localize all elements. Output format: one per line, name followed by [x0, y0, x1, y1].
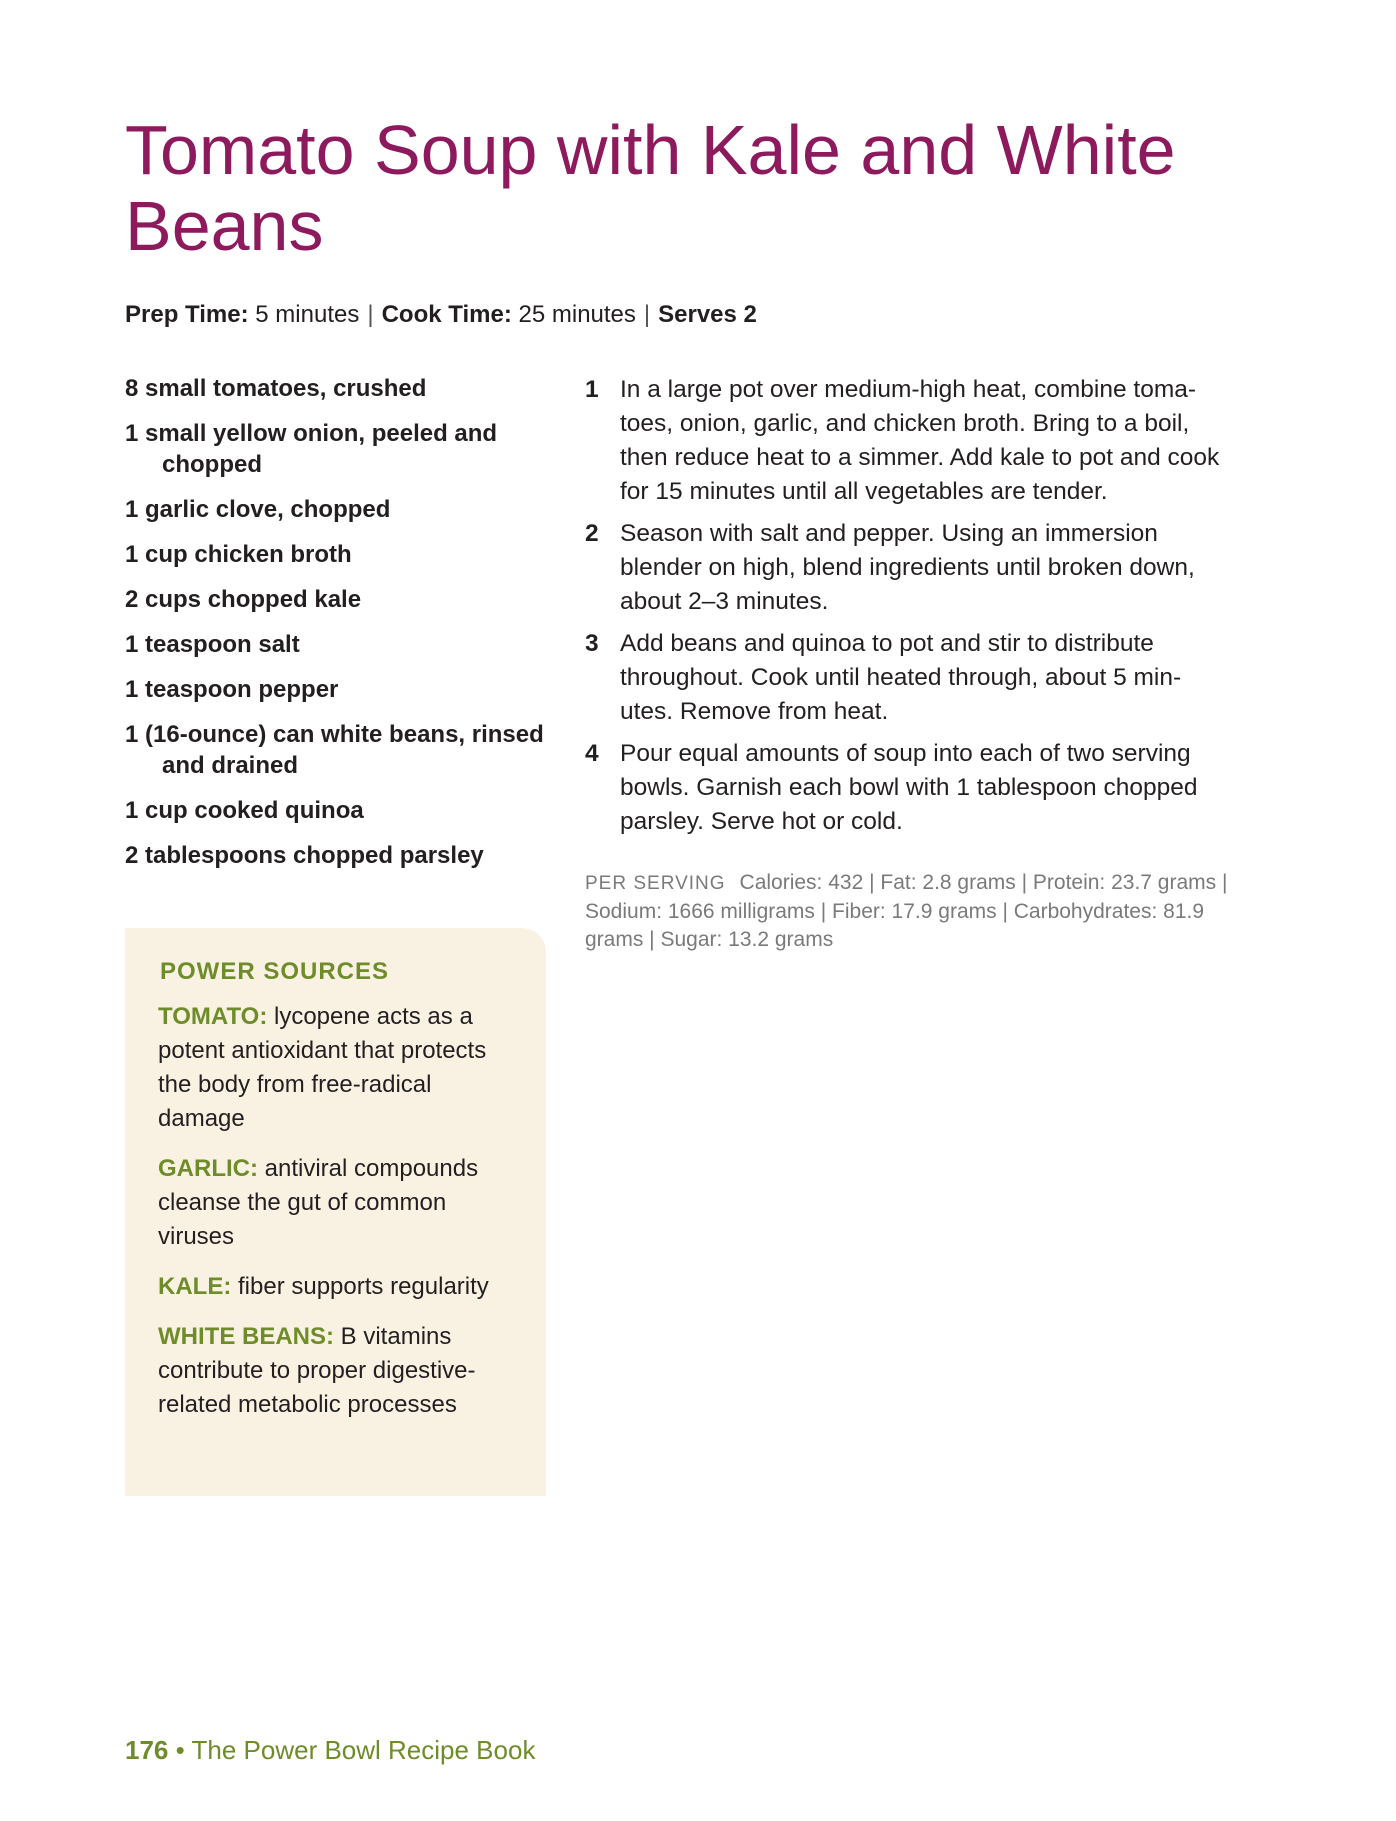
power-source-text: antiviral compounds cleanse the gut of common viruses	[158, 1155, 479, 1250]
power-source-item	[158, 1320, 514, 1422]
nutrition-facts: Calories: 432 | Fat: 2.8 grams | Protein: 23.7 grams | Sodium: 1666 milligrams | Fiber: 17.9 grams | Carbohydrates: 81.9 grams | Sugar: 13.2 grams	[585, 871, 1228, 951]
power-source-name: WHITE BEANS:	[158, 1323, 334, 1350]
power-source-item	[158, 1000, 514, 1136]
ingredient-item: 2 cups chopped kale	[125, 586, 362, 613]
instruction-step	[585, 373, 1235, 509]
ingredient-item: 1 teaspoon salt	[125, 631, 300, 658]
ingredient-item: 1 cup chicken broth	[125, 541, 352, 568]
instruction-list	[585, 373, 1235, 847]
nutrition-info	[585, 869, 1235, 954]
page-number: 176	[125, 1735, 169, 1765]
power-source-text: lycopene acts as a potent antioxidant that protects the body from free-radical damage	[158, 1003, 487, 1132]
ingredient-item: 1 cup cooked quinoa	[125, 797, 364, 824]
power-sources-box	[125, 928, 546, 1496]
book-title: The Power Bowl Recipe Book	[191, 1735, 536, 1765]
footer-bullet: •	[175, 1735, 185, 1765]
step-number: 1	[585, 376, 599, 403]
serves: Serves 2	[658, 301, 757, 328]
page-footer	[125, 1735, 535, 1766]
prep-time-label: Prep Time:	[125, 301, 249, 328]
power-source-name: TOMATO:	[158, 1003, 268, 1030]
step-text: Season with salt and pepper. Using an immersion blender on high, blend ingredients until broken down, about 2–3 minutes.	[620, 520, 1195, 615]
ingredient-item: 8 small tomatoes, crushed	[125, 375, 427, 402]
meta-separator: |	[643, 301, 651, 328]
ingredient-item: 1 teaspoon pepper	[125, 676, 339, 703]
step-number: 2	[585, 520, 599, 547]
power-source-text: B vitamins contribute to proper digestive-related metabolic processes	[158, 1323, 476, 1418]
power-source-name: GARLIC:	[158, 1155, 258, 1182]
ingredient-item: 1 (16-ounce) can white beans, rinsed and drained	[125, 721, 544, 779]
per-serving-label: PER SERVING	[585, 873, 726, 894]
power-source-item	[158, 1152, 514, 1254]
meta-separator: |	[367, 301, 374, 328]
ingredient-item: 2 tablespoons chopped parsley	[125, 842, 484, 869]
step-text: Pour equal amounts of soup into each of two serving bowls. Garnish each bowl with 1 tablespoon chopped parsley. Serve hot or cold.	[620, 740, 1198, 835]
power-source-text: fiber supports regularity	[238, 1273, 489, 1300]
step-text: Add beans and quinoa to pot and stir to distribute throughout. Cook until heated through, about 5 min- utes. Remove from heat.	[620, 630, 1182, 725]
prep-time-value: 5 minutes	[255, 301, 360, 328]
recipe-title: Tomato Soup with Kale and White Beans	[125, 111, 1176, 265]
power-source-item	[158, 1270, 514, 1304]
step-text: In a large pot over medium-high heat, combine toma- toes, onion, garlic, and chicken broth. Bring to a boil, then reduce heat to a simmer. Add kale to pot and cook for 15 minutes until all vegetables are tender.	[620, 376, 1220, 505]
cook-time-label: Cook Time:	[381, 301, 512, 328]
cook-time-value: 25 minutes	[518, 301, 636, 328]
step-number: 4	[585, 740, 599, 767]
step-number: 3	[585, 630, 599, 657]
instruction-step	[585, 517, 1235, 619]
instruction-step	[585, 627, 1235, 729]
recipe-meta	[125, 298, 757, 332]
ingredient-list	[125, 373, 545, 885]
ingredient-item: 1 small yellow onion, peeled and chopped	[125, 420, 498, 478]
power-sources-title: POWER SOURCES	[160, 958, 390, 985]
power-source-name: KALE:	[158, 1273, 232, 1300]
ingredient-item: 1 garlic clove, chopped	[125, 496, 391, 523]
instruction-step	[585, 737, 1235, 839]
